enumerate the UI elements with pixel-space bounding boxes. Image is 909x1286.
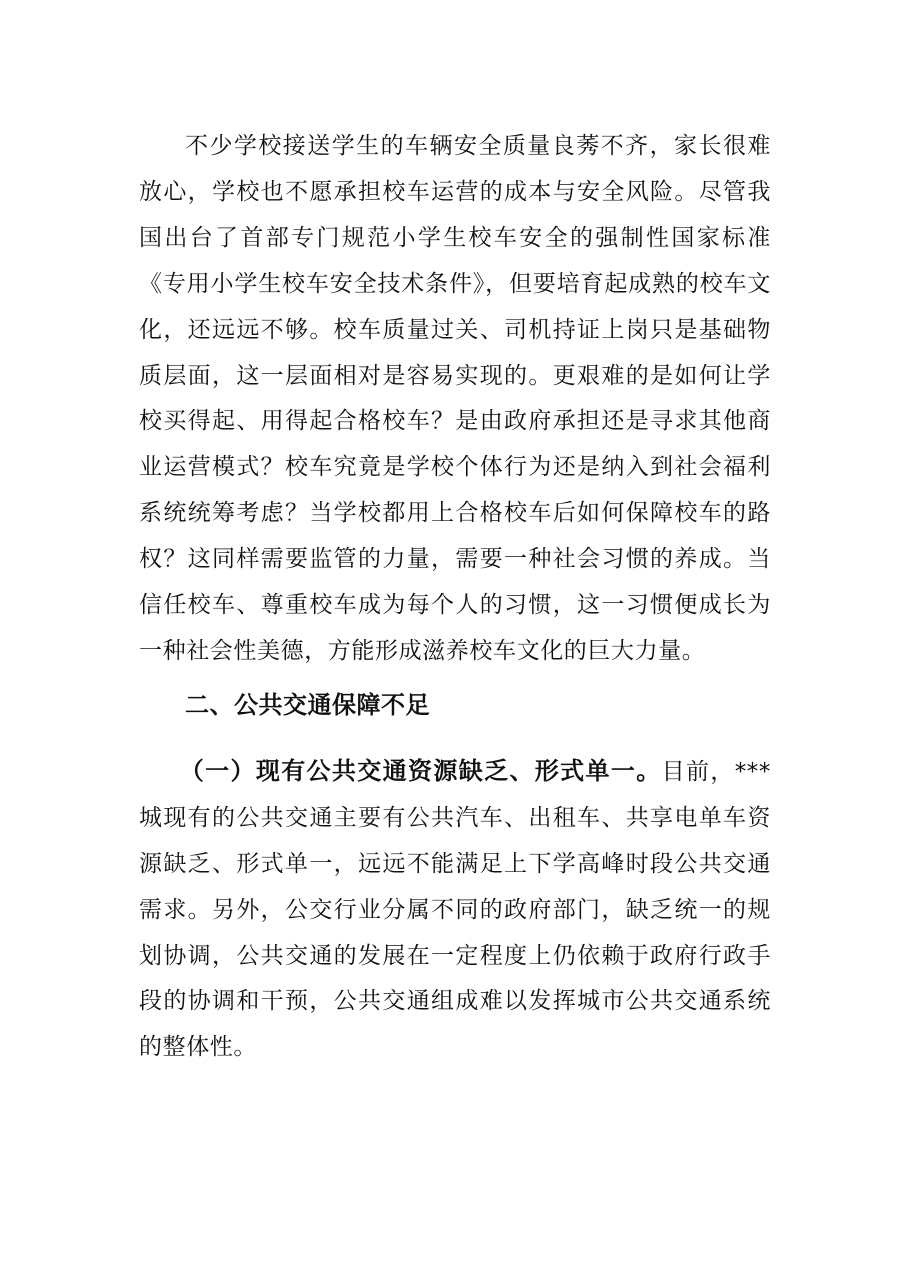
document-body [139,124,771,1071]
paragraph-public-transport [139,749,771,1071]
subsection-lead: （一）现有公共交通资源缺乏、形式单一。 [179,756,662,785]
section-heading: 二、公共交通保障不足 [185,690,430,719]
paragraph-school-bus: 不少学校接送学生的车辆安全质量良莠不齐，家长很难放心，学校也不愿承担校车运营的成本与安全风险。尽管我国出台了首部专门规范小学生校车安全的强制性国家标准《专用小学生校车安全技术条件》，但要培育起成熟的校车文化，还远远不够。校车质量过关、司机持证上岗只是基础物质层面，这一层面相对是容易实现的。更艰难的是如何让学校买得起、用得起合格校车？是由政府承担还是寻求其他商业运营模式？校车究竟是学校个体行为还是纳入到社会福利系统统筹考虑？当学校都用上合格校车后如何保障校车的路权？这同样需要监管的力量，需要一种社会习惯的养成。当信任校车、尊重校车成为每个人的习惯，这一习惯便成长为一种社会性美德，方能形成滋养校车文化的巨大力量。 [139,133,771,664]
subsection-body: 目前，***城现有的公共交通主要有公共汽车、出租车、共享电单车资源缺乏、形式单一，远远不能满足上下学高峰时段公共交通需求。另外，公交行业分属不同的政府部门，缺乏统一的规划协调，公共交通的发展在一定程度上仍依赖于政府行政手段的协调和干预，公共交通组成难以发挥城市公共交通系统的整体性。 [139,758,771,1061]
